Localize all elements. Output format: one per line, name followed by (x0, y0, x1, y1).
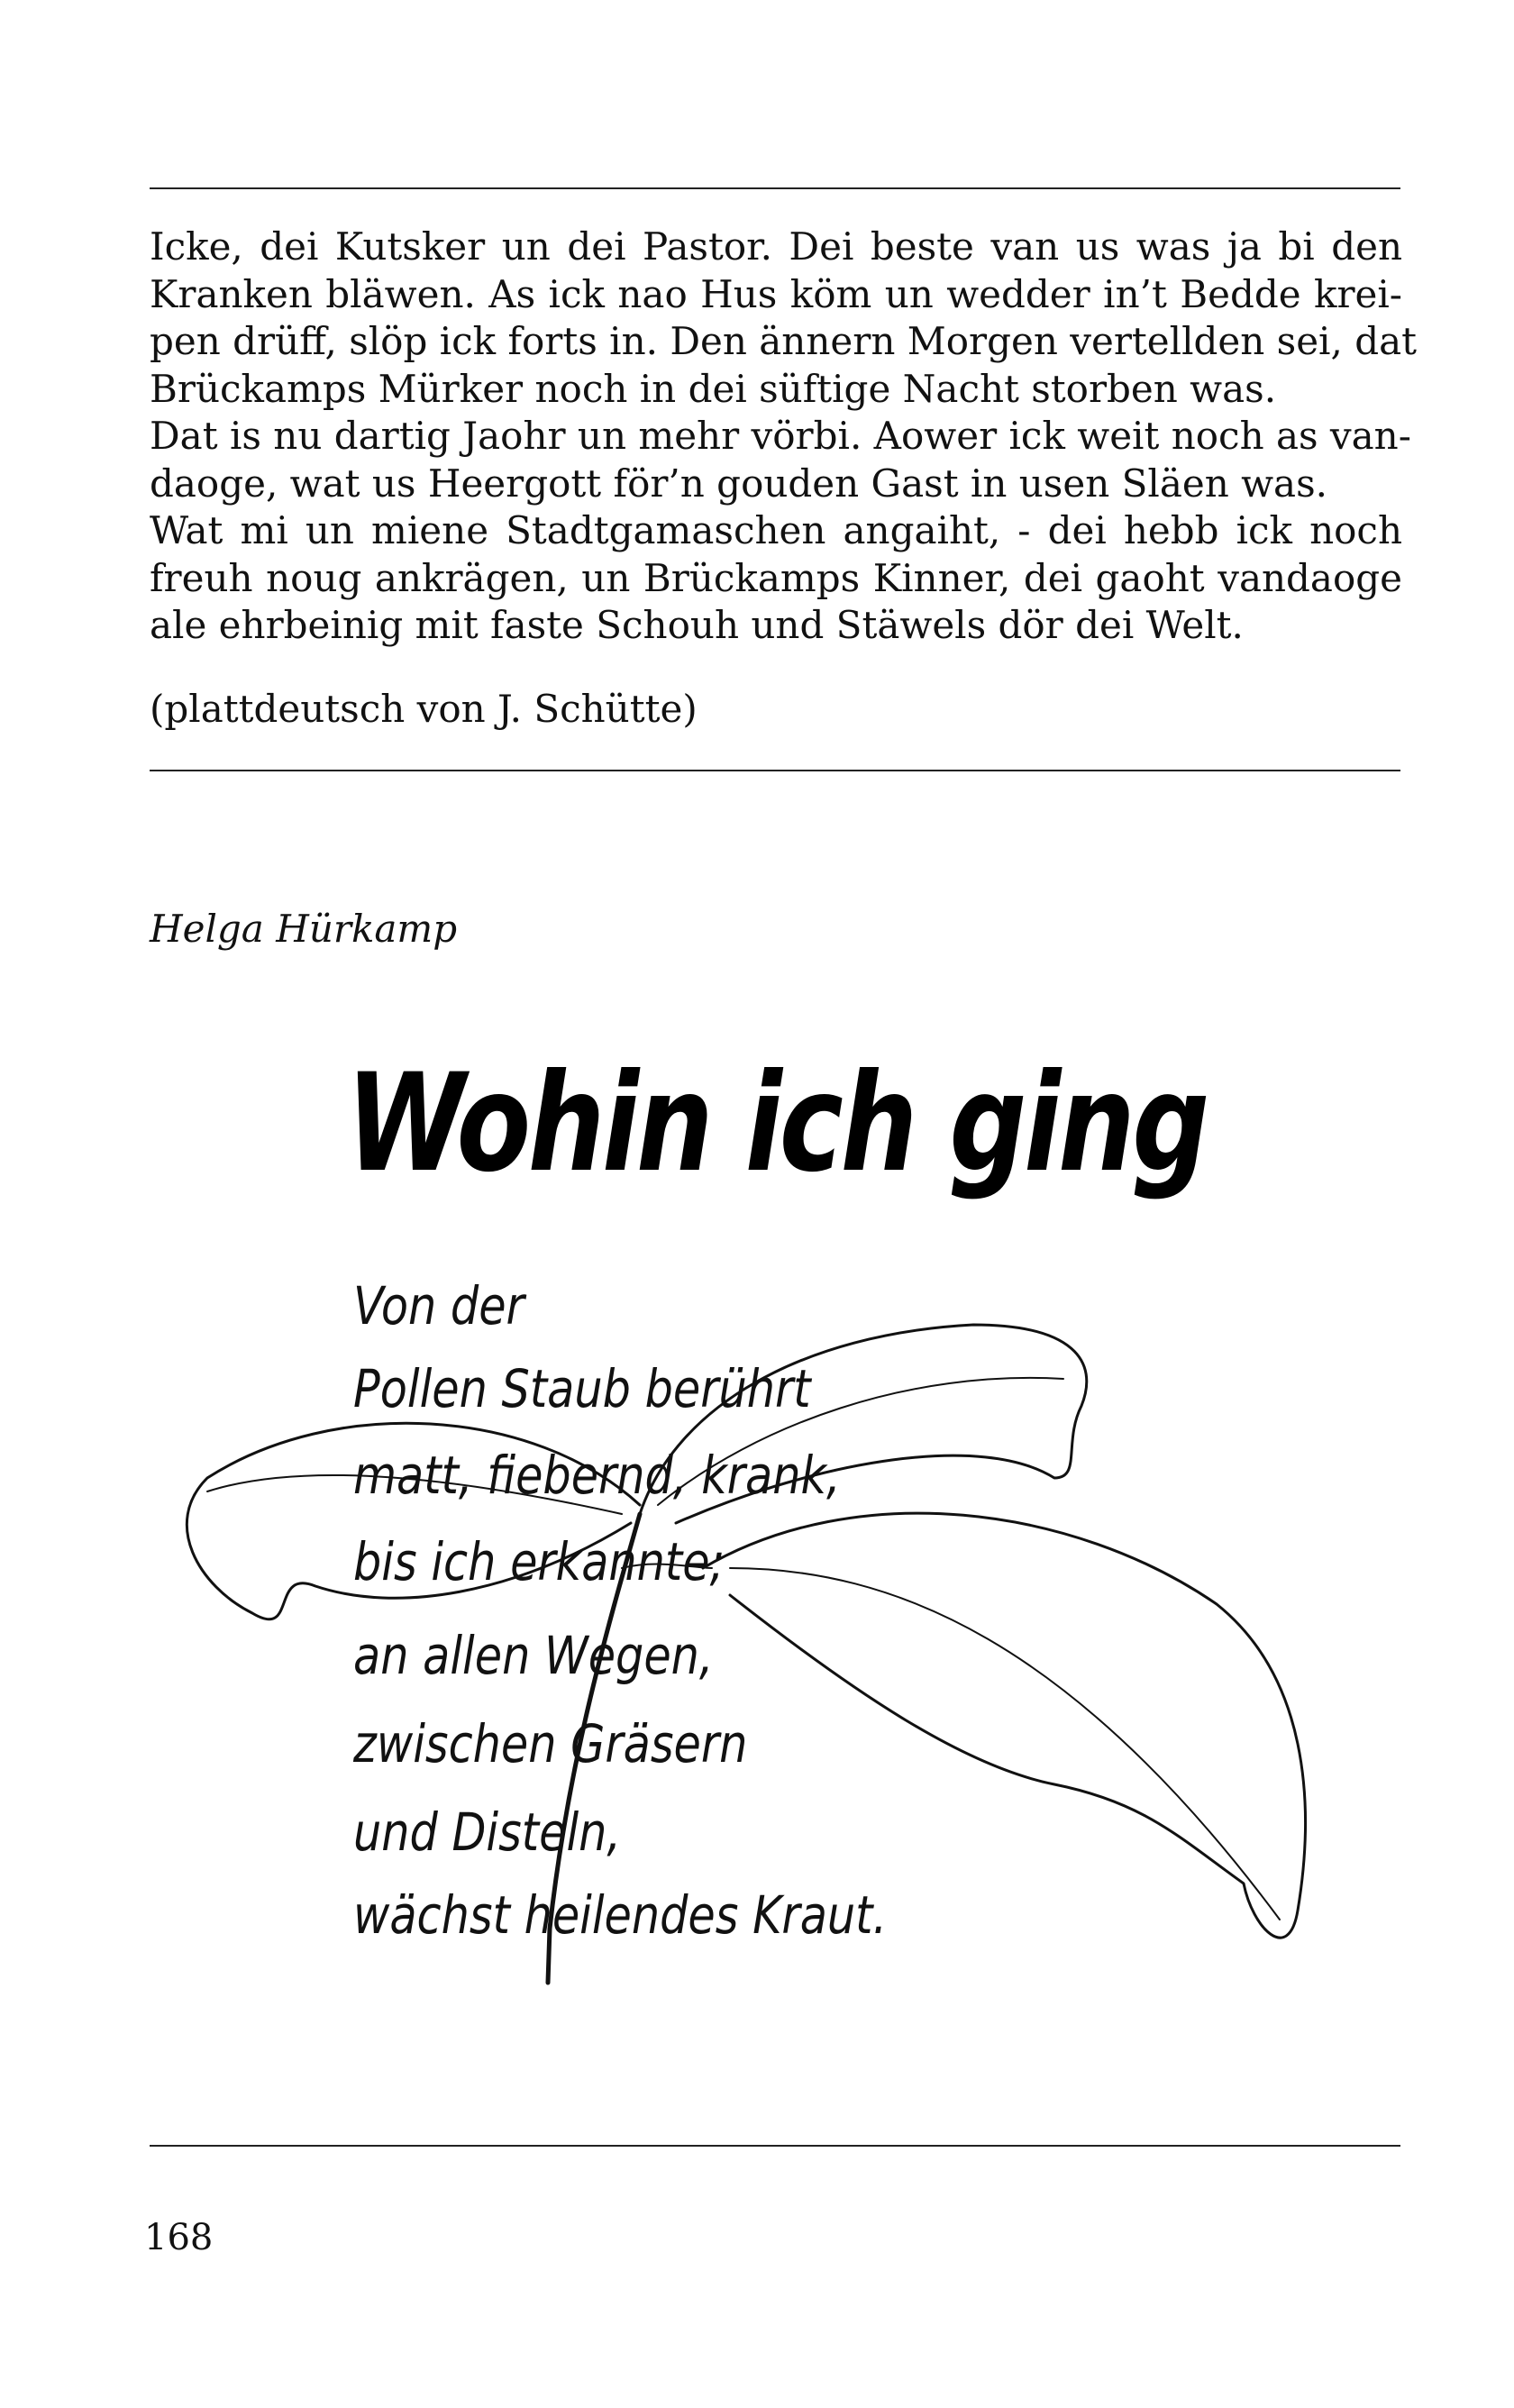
top-rule (150, 187, 1400, 189)
prose-line: Dat is nu dartig Jaohr un mehr vörbi. Aower ick weit noch as van- (150, 414, 1411, 458)
prose-line: Wat mi un miene Stadtgamaschen angaiht, - dei hebb ick noch (150, 508, 1402, 552)
poem-line: zwischen Gräsern (353, 1713, 748, 1774)
page-number: 168 (144, 2217, 214, 2258)
poem-line: und Disteln, (353, 1801, 622, 1863)
poem-title: Wohin ich ging (346, 1045, 1208, 1202)
prose-line: Icke, dei Kutsker un dei Pastor. Dei beste van us was ja bi den (150, 224, 1402, 269)
poem-author: Helga Hürkamp (150, 907, 458, 951)
poem-line: matt, fiebernd, krank, (353, 1445, 841, 1506)
prose-paragraph (150, 223, 1417, 650)
poem-line: bis ich erkannte; (353, 1531, 725, 1592)
prose-line: pen drüff, slöp ick forts in. Den ännern Morgen vertellden sei, dat (150, 319, 1417, 363)
poem-line: Von der (353, 1275, 524, 1336)
leaf-lower-right (703, 1513, 1305, 1938)
bottom-rule (150, 2145, 1400, 2147)
section-rule (150, 770, 1400, 771)
prose-line: Brückamps Mürker noch in dei süftige Nacht storben was. (150, 366, 1277, 411)
translation-credit: (plattdeutsch von J. Schütte) (150, 687, 698, 731)
prose-line: freuh noug ankrägen, un Brückamps Kinner, dei gaoht vandaoge (150, 555, 1402, 600)
poem-line: wächst heilendes Kraut. (353, 1884, 888, 1946)
poem-line: an allen Wegen, (353, 1625, 714, 1686)
prose-line: daoge, wat us Heergott för’n gouden Gast in usen Släen was. (150, 461, 1328, 506)
prose-line: Kranken bläwen. As ick nao Hus köm un wedder in’t Bedde krei- (150, 271, 1402, 316)
poem-line: Pollen Staub berührt (353, 1358, 811, 1419)
prose-line: ale ehrbeinig mit faste Schouh und Stäwels dör dei Welt. (150, 603, 1244, 647)
